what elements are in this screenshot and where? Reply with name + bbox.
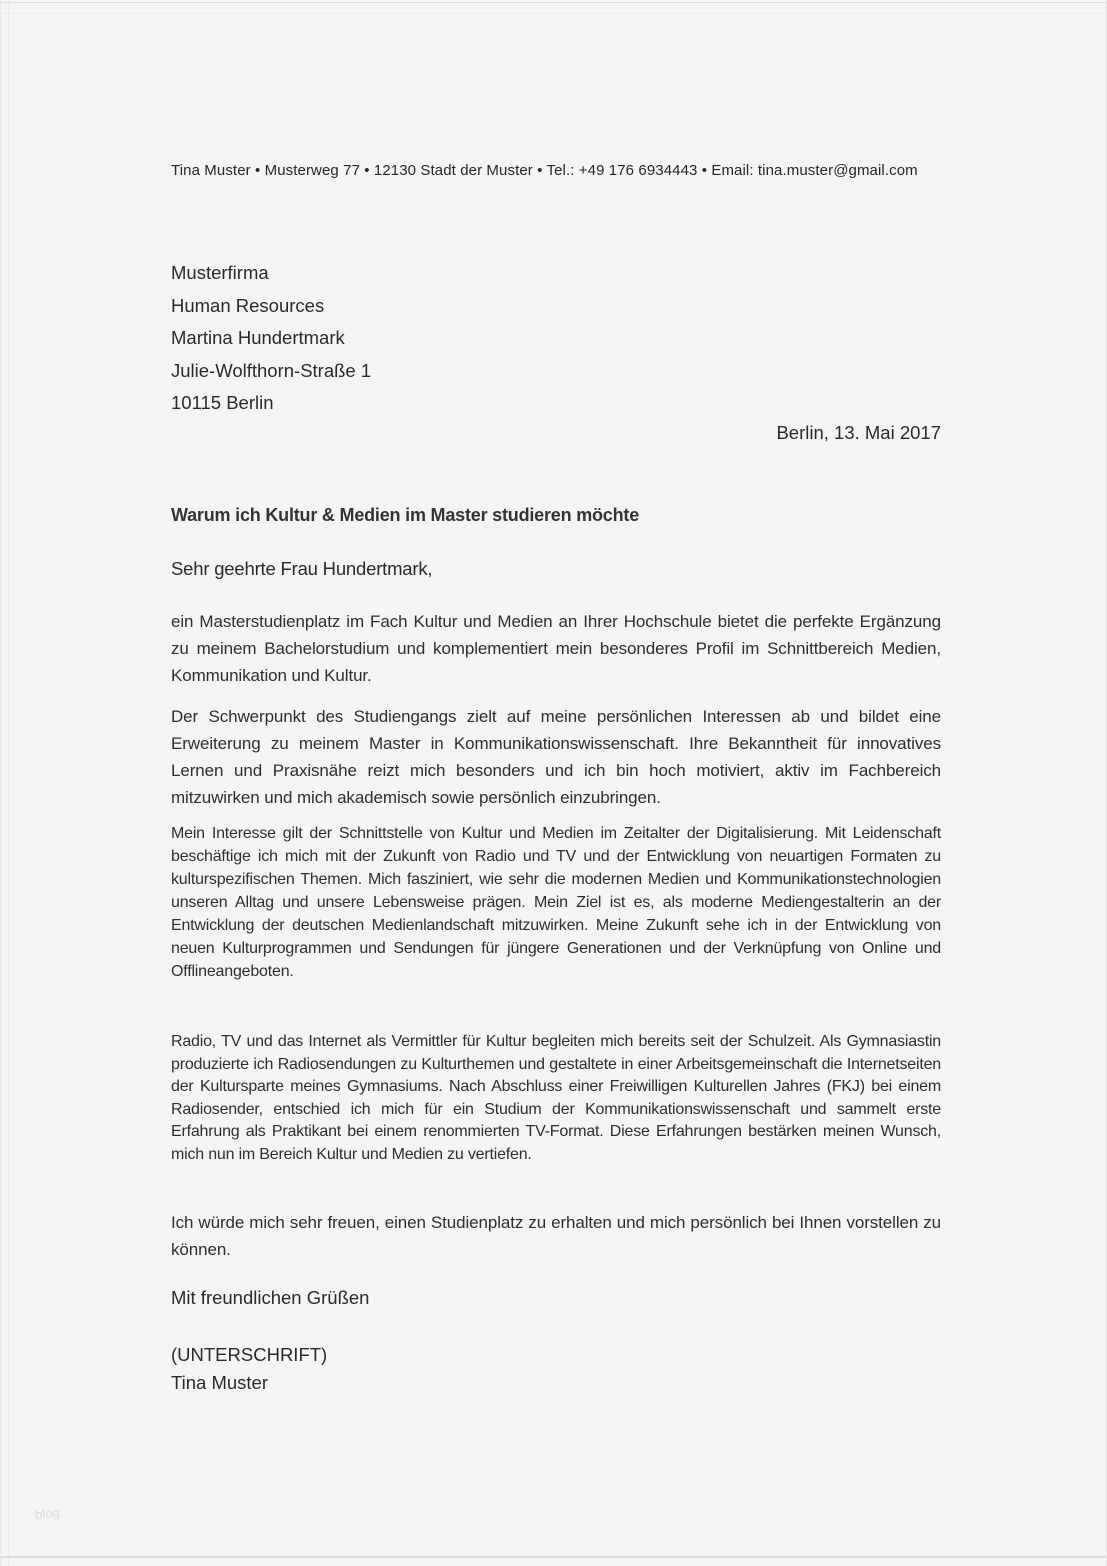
signature-placeholder: (UNTERSCHRIFT): [171, 1344, 328, 1365]
body-paragraph-3: Mein Interesse gilt der Schnittstelle von Kultur und Medien im Zeitalter der Digitalisierung. Mit Leidenschaft beschäftige ich mich mit der Zukunft von Radio und TV und der Entwicklung von neuartigen Formaten zu kulturspezifischen Themen. Mich fasziniert, wie sehr die modernen Medien und Kommunikationstechnologien unseren Alltag und unsere Lebensweise prägen. Mein Ziel ist es, als moderne Mediengestalterin an der Entwicklung der deutschen Medienlandschaft mitzuwirken. Meine Zukunft sehe ich in der Entwicklung von neuen Kulturprogrammen und Sendungen für jüngere Generationen und der Verknüpfung von Online und Offlineangeboten.: [171, 825, 941, 980]
recipient-address-block: [171, 257, 371, 420]
page-bottom-edge-line: [1, 1556, 1106, 1558]
page-top-edge-line: [1, 2, 1106, 3]
date-line: Berlin, 13. Mai 2017: [776, 422, 941, 443]
page-top-inner-line: [1, 13, 1106, 14]
body-paragraph-5: Ich würde mich sehr freuen, einen Studienplatz zu erhalten und mich persönlich bei Ihnen vorstellen zu können.: [171, 1213, 941, 1259]
recipient-company: Musterfirma: [171, 262, 269, 283]
recipient-contact-person: Martina Hundertmark: [171, 327, 345, 348]
body-paragraph-1: ein Masterstudienplatz im Fach Kultur und Medien an Ihrer Hochschule bietet die perfekte Ergänzung zu meinem Bachelorstudium und komplementiert mein besonderes Profil im Schnittbereich Medien, Kommunikation und Kultur.: [171, 612, 941, 685]
signature-block: [171, 1341, 327, 1396]
page-left-edge-line: [8, 0, 9, 1566]
recipient-department: Human Resources: [171, 294, 325, 316]
subject-line: Warum ich Kultur & Medien im Master studieren möchte: [171, 505, 640, 525]
salutation: Sehr geehrte Frau Hundertmark,: [171, 558, 433, 579]
blog-watermark: blog: [34, 1504, 61, 1523]
recipient-city: 10115 Berlin: [171, 392, 274, 413]
body-paragraph-2: Der Schwerpunkt des Studiengangs zielt auf meine persönlichen Interessen ab und bildet eine Erweiterung zu meinem Master in Kommunikationswissenschaft. Ihre Bekanntheit für innovatives Lernen und Praxisnähe reizt mich besonders und ich bin hoch motiviert, aktiv im Fachbereich mitzuwirken und mich akademisch sowie persönlich einzubringen.: [171, 707, 941, 807]
sender-contact-line: Tina Muster • Musterweg 77 • 12130 Stadt der Muster • Tel.: +49 176 6934443 • Email: tina.muster@gmail.com: [171, 162, 918, 179]
recipient-street: Julie-Wolfthorn-Straße 1: [171, 359, 372, 381]
closing-regards: Mit freundlichen Grüßen: [171, 1287, 370, 1308]
signature-name: Tina Muster: [171, 1371, 268, 1393]
body-paragraph-4: Radio, TV und das Internet als Vermittler für Kultur begleiten mich bereits seit der Schulzeit. Als Gymnasiastin produzierte ich Radiosendungen zu Kulturthemen und gestaltete in einer Arbeitsgemeinschaft die Internetseiten der Kultursparte meines Gymnasiums. Nach Abschluss einer Freiwilligen Kulturellen Jahres (FKJ) bei einem Radiosender, entschied ich mich für ein Studium der Kommunikationswissenschaft und sammelt erste Erfahrung als Praktikant bei einem renommierten TV-Format. Diese Erfahrungen bestärken meinen Wunsch, mich nun im Bereich Kultur und Medien zu vertiefen.: [171, 1033, 941, 1163]
